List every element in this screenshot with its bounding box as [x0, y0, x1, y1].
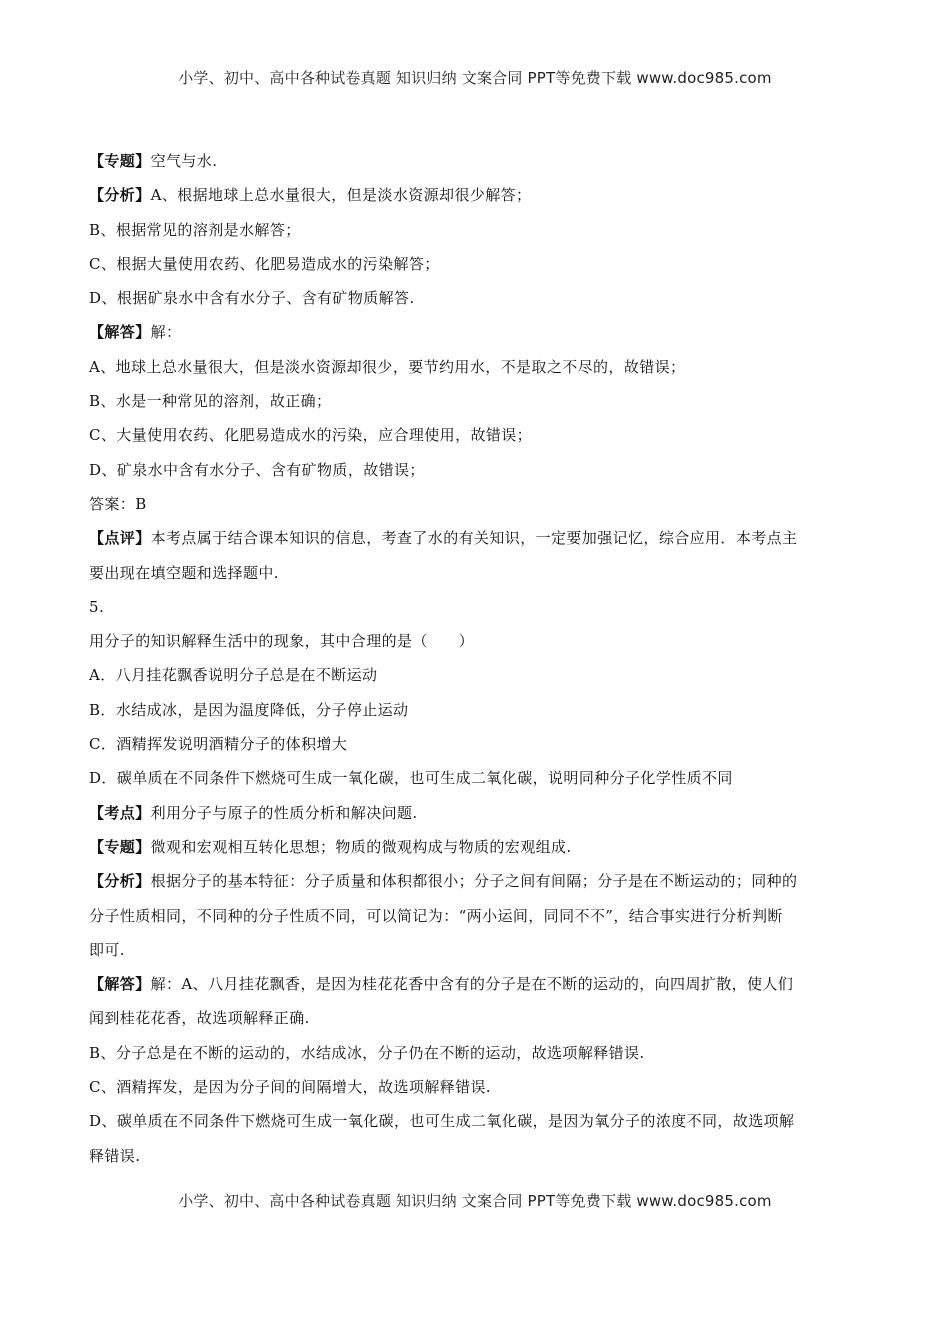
line-text: B、水是一种常见的溶剂，故正确；: [89, 392, 332, 411]
text-line: [89, 864, 861, 898]
text-line: [89, 556, 861, 590]
line-text: B、分子总是在不断的运动的，水结成冰，分子仍在不断的运动，故选项解释错误.: [89, 1043, 645, 1062]
text-line: [89, 178, 861, 212]
section-tag: 【分析】: [89, 872, 151, 891]
header-banner: 小学、初中、高中各种试卷真题 知识归纳 文案合同 PPT等免费下载 www.doc985.com: [178, 69, 772, 87]
text-line: [89, 761, 861, 795]
text-line: [89, 144, 861, 178]
line-text: 要出现在填空题和选择题中.: [89, 563, 279, 582]
text-line: [89, 590, 861, 624]
text-line: [89, 350, 861, 384]
text-line: [89, 933, 861, 967]
line-text: 微观和宏观相互转化思想；物质的微观构成与物质的宏观组成.: [150, 837, 572, 856]
section-tag: 【解答】: [89, 323, 151, 342]
line-text: 利用分子与原子的性质分析和解决问题.: [150, 803, 418, 822]
line-text: 用分子的知识解释生活中的现象，其中合理的是（ ）: [89, 632, 475, 651]
text-line: [89, 693, 861, 727]
line-text: D、碳单质在不同条件下燃烧可生成一氧化碳，也可生成二氧化碳，是因为氧分子的浓度不同，故选项解: [89, 1112, 795, 1131]
document-body: [89, 144, 861, 1173]
text-line: [89, 384, 861, 418]
line-text: 释错误.: [89, 1146, 141, 1165]
section-tag: 【专题】: [89, 152, 151, 170]
line-text: 5.: [89, 597, 105, 616]
line-text: A、地球上总水量很大，但是淡水资源却很少，要节约用水，不是取之不尽的，故错误；: [89, 357, 686, 376]
section-tag: 【分析】: [89, 186, 151, 205]
text-line: [89, 521, 861, 555]
text-line: [89, 418, 861, 452]
text-line: [89, 281, 861, 315]
line-text: 分子性质相同，不同种的分子性质不同，可以简记为：“两小运间，同同不不”，结合事实进行分析判断: [89, 906, 783, 925]
section-tag: 【解答】: [89, 975, 151, 994]
text-line: [89, 453, 861, 487]
text-line: [89, 727, 861, 761]
line-text: C、酒精挥发，是因为分子间的间隔增大，故选项解释错误.: [89, 1078, 492, 1097]
line-text: B．水结成冰，是因为温度降低，分子停止运动: [89, 700, 409, 719]
line-text: D、根据矿泉水中含有水分子、含有矿物质解答.: [89, 289, 415, 308]
text-line: [89, 967, 861, 1001]
line-text: A、根据地球上总水量很大，但是淡水资源却很少解答；: [150, 186, 532, 205]
section-tag: 【考点】: [89, 803, 151, 822]
text-line: [89, 1036, 861, 1070]
text-line: [89, 796, 861, 830]
text-line: [89, 899, 861, 933]
text-line: [89, 213, 861, 247]
section-tag: 【点评】: [89, 529, 151, 548]
line-text: A．八月挂花飘香说明分子总是在不断运动: [89, 666, 378, 685]
text-line: [89, 830, 861, 864]
line-text: C、大量使用农药、化肥易造成水的污染，应合理使用，故错误；: [89, 426, 533, 445]
text-line: [89, 247, 861, 281]
text-line: [89, 658, 861, 692]
line-text: C、根据大量使用农药、化肥易造成水的污染解答；: [89, 254, 440, 273]
line-text: D、矿泉水中含有水分子、含有矿物质，故错误；: [89, 460, 425, 479]
line-text: 答案：B: [89, 494, 147, 513]
line-text: 本考点属于结合课本知识的信息，考查了水的有关知识，一定要加强记忆，综合应用．本考点主: [150, 529, 798, 548]
text-line: [89, 1139, 861, 1173]
text-line: [89, 487, 861, 521]
line-text: 解：A、八月挂花飘香，是因为桂花花香中含有的分子是在不断的运动的，向四周扩散，使人们: [150, 975, 794, 994]
section-tag: 【专题】: [89, 837, 151, 856]
line-text: 闻到桂花花香，故选项解释正确.: [89, 1009, 310, 1028]
line-text: C．酒精挥发说明酒精分子的体积增大: [89, 735, 348, 754]
line-text: D．碳单质在不同条件下燃烧可生成一氧化碳，也可生成二氧化碳，说明同种分子化学性质不同: [89, 769, 733, 788]
text-line: [89, 1001, 861, 1035]
text-line: [89, 315, 861, 349]
text-line: [89, 1070, 861, 1104]
text-line: [89, 624, 861, 658]
line-text: 解：: [150, 323, 182, 342]
line-text: 即可.: [89, 940, 125, 959]
text-line: [89, 1104, 861, 1138]
footer-banner: 小学、初中、高中各种试卷真题 知识归纳 文案合同 PPT等免费下载 www.doc985.com: [178, 1192, 772, 1210]
line-text: B、根据常见的溶剂是水解答；: [89, 220, 301, 239]
line-text: 空气与水.: [150, 152, 218, 170]
line-text: 根据分子的基本特征：分子质量和体积都很小；分子之间有间隔；分子是在不断运动的；同种的: [150, 872, 798, 891]
